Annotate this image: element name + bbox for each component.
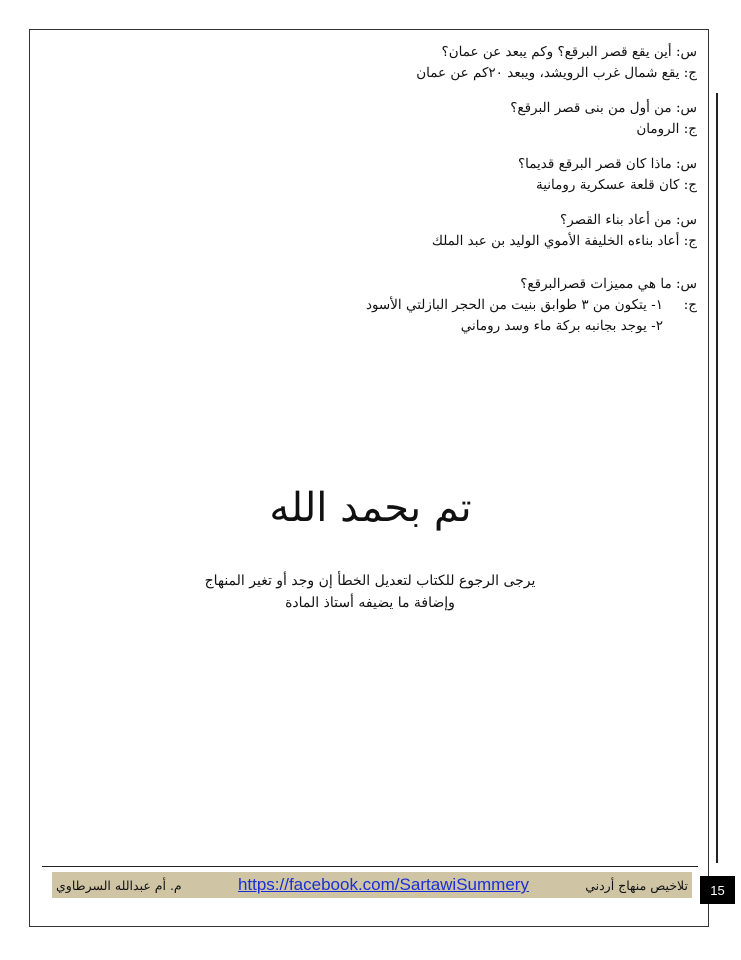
- answer-text: ج: الرومان: [636, 121, 697, 137]
- answer-text: ج: كان قلعة عسكرية رومانية: [535, 177, 697, 193]
- qa-item: [137, 98, 697, 140]
- question-text: س: أين يقع قصر البرقع؟ وكم يبعد عن عمان؟: [441, 44, 697, 60]
- question-text: س: ما هي مميزات قصرالبرقع؟: [520, 276, 697, 292]
- answer-text: ج: أعاد بناءه الخليفة الأموي الوليد بن عبد الملك: [431, 233, 697, 249]
- feature-text: ١- يتكون من ٣ طوابق بنيت من الحجر البازلتي الأسود: [365, 297, 663, 313]
- feature-list-item: [137, 316, 697, 337]
- closing-note: [160, 570, 580, 614]
- qa-section: [137, 42, 697, 351]
- footer-author: م. أم عبدالله السرطاوي: [56, 877, 182, 893]
- qa-item: [137, 154, 697, 196]
- feature-list-item: [137, 295, 697, 316]
- answer-text: ج: يقع شمال غرب الرويشد، ويبعد ٢٠كم عن عمان: [416, 65, 697, 81]
- answer-prefix: ج:: [683, 297, 697, 313]
- page-number: 15: [700, 876, 735, 904]
- footer-facebook-link[interactable]: https://facebook.com/SartawiSummery: [237, 875, 529, 894]
- qa-item: [137, 42, 697, 84]
- right-margin-rule: [716, 93, 718, 863]
- closing-note-line: وإضافة ما يضيفه أستاذ المادة: [285, 595, 455, 611]
- feature-text: ٢- يوجد بجانبه بركة ماء وسد روماني: [460, 318, 663, 334]
- footer-bar: [52, 872, 692, 898]
- question-text: س: من أول من بنى قصر البرقع؟: [510, 100, 697, 116]
- closing-title: تم بحمد الله: [269, 485, 472, 531]
- footer-divider: [42, 866, 698, 867]
- question-text: س: ماذا كان قصر البرقع قديما؟: [517, 156, 697, 172]
- question-text: س: من أعاد بناء القصر؟: [560, 212, 697, 228]
- qa-item-features: [137, 274, 697, 337]
- closing-note-line: يرجى الرجوع للكتاب لتعديل الخطأ إن وجد أو تغير المنهاج: [204, 573, 536, 589]
- qa-item: [137, 210, 697, 252]
- footer-series-title: تلاخيص منهاج أردني: [585, 877, 688, 893]
